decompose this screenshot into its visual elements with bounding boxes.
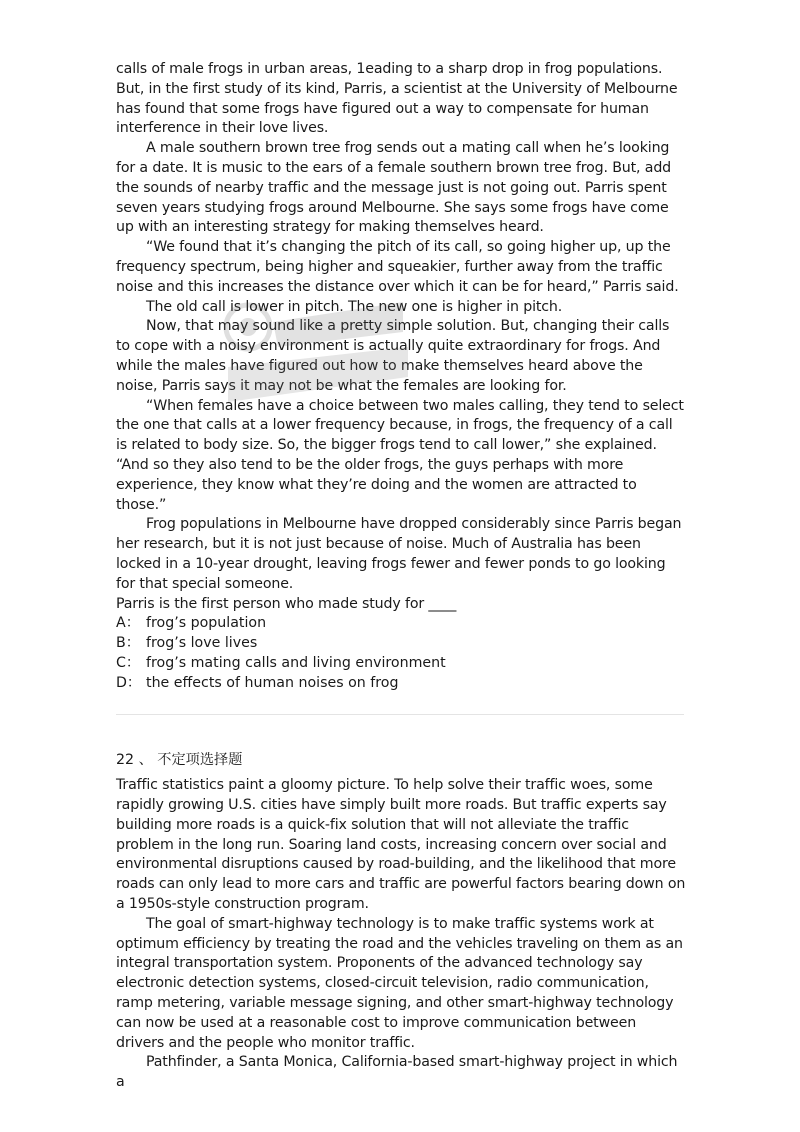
question-prompt: Parris is the first person who made study for ____ bbox=[116, 595, 457, 612]
option-text: frog’s mating calls and living environment bbox=[146, 654, 446, 671]
option-text: the effects of human noises on frog bbox=[146, 674, 399, 691]
passage-paragraph: “We found that it’s changing the pitch of its call, so going higher up, up the frequency spectrum, being higher and squeakier, further away from the traffic noise and this increases the distance over which it can be for heard,” Parris said. bbox=[116, 239, 679, 295]
answer-option-c[interactable] bbox=[116, 654, 686, 674]
section-divider bbox=[116, 714, 684, 715]
passage-paragraph: calls of male frogs in urban areas, 1eading to a sharp drop in frog populations. But, in the first study of its kind, Parris, a scientist at the University of Melbourne has found that some frogs have figured out a way to compensate for human interference in their love lives. bbox=[116, 61, 678, 137]
passage-paragraph: The old call is lower in pitch. The new one is higher in pitch. bbox=[146, 298, 563, 315]
passage-paragraph: The goal of smart-highway technology is to make traffic systems work at optimum efficiency by treating the road and the vehicles traveling on them as an integral transportation system. Proponents of the advanced technology say electronic detection systems, closed-circuit television, radio communication, ramp metering, variable message signing, and other smart-highway technology can now be used at a reasonable cost to improve communication between drivers and the people who monitor traffic. bbox=[116, 915, 683, 1051]
passage-paragraph: Now, that may sound like a pretty simple solution. But, changing their calls to cope with a noisy environment is actually quite extraordinary for frogs. And while the males have figured out how to make themselves heard above the noise, Parris says it may not be what the females are looking for. bbox=[116, 318, 670, 394]
document-page bbox=[116, 60, 686, 1093]
passage-paragraph: Frog populations in Melbourne have dropped considerably since Parris began her research, but it is not just because of noise. Much of Australia has been locked in a 10-year drought, leaving frogs fewer and fewer ponds to go looking for that special someone. bbox=[116, 516, 682, 592]
passage-paragraph: Traffic statistics paint a gloomy picture. To help solve their traffic woes, some rapidly growing U.S. cities have simply built more roads. But traffic experts say building more roads is a quick-fix solution that will not alleviate the traffic problem in the long run. Soaring land costs, increasing concern over social and environmental disruptions caused by road-building, and the likelihood that more roads can only lead to more cars and traffic are powerful factors bearing down on a 1950s-style construction program. bbox=[116, 777, 686, 913]
answer-option-b[interactable] bbox=[116, 634, 686, 654]
option-letter: A： bbox=[116, 615, 140, 632]
question-header: 22 、 不定项选择题 bbox=[116, 751, 243, 768]
option-letter: B： bbox=[116, 635, 140, 652]
option-letter: D： bbox=[116, 674, 142, 691]
option-text: frog’s love lives bbox=[146, 635, 258, 652]
passage-paragraph: “When females have a choice between two males calling, they tend to select the one that calls at a lower frequency because, in frogs, the frequency of a call is related to body size. So, the bigger frogs tend to call lower,” she explained. “And so they also tend to be the older frogs, the guys perhaps with more experience, they know what they’re doing and the women are attracted to those.” bbox=[116, 397, 684, 513]
answer-option-d[interactable] bbox=[116, 674, 686, 694]
passage-paragraph: A male southern brown tree frog sends out a mating call when he’s looking for a date. It is music to the ears of a female southern brown tree frog. But, add the sounds of nearby traffic and the message just is not going out. Parris spent seven years studying frogs around Melbourne. She says some frogs have come up with an interesting strategy for making themselves heard. bbox=[116, 140, 672, 236]
option-text: frog’s population bbox=[146, 615, 267, 632]
passage-paragraph: Pathfinder, a Santa Monica, California-based smart-highway project in which a bbox=[116, 1054, 678, 1091]
option-letter: C： bbox=[116, 654, 141, 671]
answer-option-a[interactable] bbox=[116, 614, 686, 634]
